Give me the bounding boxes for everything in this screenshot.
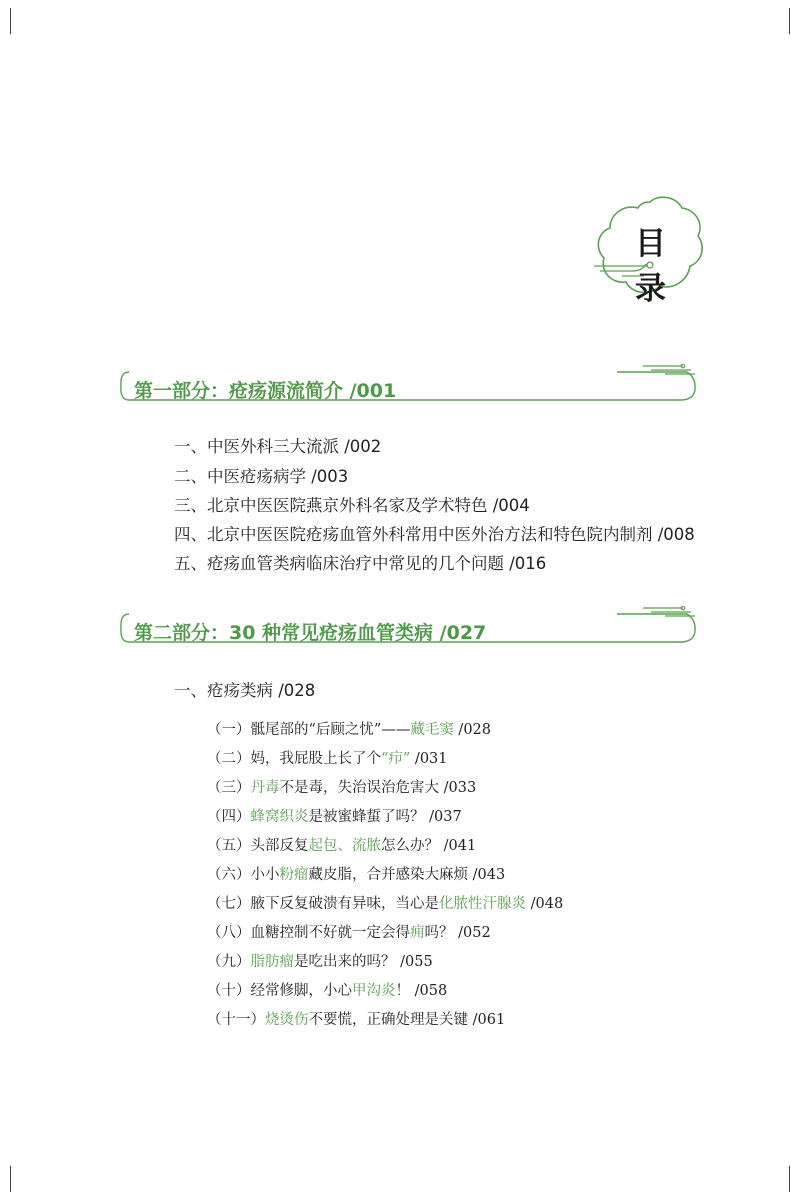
entry-text: 小小 xyxy=(250,867,280,883)
entry-page: 吗？ /052 xyxy=(424,925,491,941)
entry-number: （十一） xyxy=(207,1012,265,1028)
entry-page: 是被蜜蜂蜇了吗？ /037 xyxy=(308,809,462,825)
entry-highlight: 烧烫伤 xyxy=(265,1012,309,1028)
toc-entry[interactable] xyxy=(207,834,476,855)
entry-highlight: “疖” xyxy=(381,751,411,767)
entry-text: 腋下反复破溃有异味，当心是 xyxy=(250,896,439,912)
entry-page: 不是毒，失治误治危害大 /033 xyxy=(279,780,477,796)
entry-number: （八） xyxy=(207,925,251,941)
entry-page: /031 xyxy=(410,751,448,767)
entry-highlight: 起包、流脓 xyxy=(308,838,381,854)
toc-entry[interactable] xyxy=(207,921,491,942)
entry-text: 骶尾部的“后顾之忧”—— xyxy=(250,722,411,738)
section-1-title: 第一部分：疮疡源流简介 /001 xyxy=(134,380,397,402)
toc-item[interactable]: 一、中医外科三大流派 /002 xyxy=(174,437,382,456)
entry-number: （六） xyxy=(207,867,251,883)
section-1-banner xyxy=(117,364,700,408)
section-2-title: 第二部分：30 种常见疮疡血管类病 /027 xyxy=(134,622,487,644)
entry-highlight: 甲沟炎 xyxy=(352,983,396,999)
entry-page: 不要慌，正确处理是关键 /061 xyxy=(308,1012,506,1028)
entry-text: 经常修脚，小心 xyxy=(250,983,352,999)
entry-number: （一） xyxy=(207,722,251,738)
crop-mark-bottom-right xyxy=(789,1166,790,1192)
entry-highlight: 丹毒 xyxy=(250,780,280,796)
toc-entry[interactable] xyxy=(207,1008,505,1029)
entry-number: （九） xyxy=(207,954,251,970)
entry-highlight: 化脓性汗腺炎 xyxy=(439,896,526,912)
crop-mark-top-left xyxy=(10,8,11,34)
toc-item[interactable]: 三、北京中医医院燕京外科名家及学术特色 /004 xyxy=(174,496,530,515)
entry-highlight: 蜂窝织炎 xyxy=(250,809,309,825)
toc-entry[interactable] xyxy=(207,979,447,1000)
entry-page: /028 xyxy=(453,722,491,738)
entry-page: /048 xyxy=(526,896,564,912)
entry-number: （四） xyxy=(207,809,251,825)
entry-number: （七） xyxy=(207,896,251,912)
toc-entry[interactable] xyxy=(207,747,448,768)
entry-page: 怎么办？ /041 xyxy=(381,838,477,854)
toc-entry[interactable] xyxy=(207,863,505,884)
entry-highlight: 藏毛窦 xyxy=(410,722,454,738)
crop-mark-top-right xyxy=(789,8,790,34)
entry-page: 是吃出来的吗？ /055 xyxy=(294,954,433,970)
toc-entry[interactable] xyxy=(207,718,491,739)
entry-text: 血糖控制不好就一定会得 xyxy=(250,925,410,941)
toc-item[interactable]: 二、中医疮疡病学 /003 xyxy=(174,467,349,486)
entry-highlight: 痈 xyxy=(410,925,425,941)
entry-page: 藏皮脂，合并感染大麻烦 /043 xyxy=(308,867,506,883)
crop-mark-bottom-left xyxy=(10,1166,11,1192)
entry-text: 头部反复 xyxy=(250,838,309,854)
entry-number: （十） xyxy=(207,983,251,999)
entry-text: 妈，我屁股上长了个 xyxy=(250,751,381,767)
toc-entry[interactable] xyxy=(207,950,433,971)
toc-entry[interactable] xyxy=(207,805,462,826)
entry-highlight: 脂肪瘤 xyxy=(250,954,294,970)
toc-item[interactable]: 五、疮疡血管类病临床治疗中常见的几个问题 /016 xyxy=(174,554,547,573)
entry-page: ！ /058 xyxy=(395,983,448,999)
entry-number: （二） xyxy=(207,751,251,767)
toc-title: 目录 xyxy=(635,226,667,307)
section-2-banner xyxy=(117,606,700,650)
toc-entry[interactable] xyxy=(207,776,476,797)
toc-entry[interactable] xyxy=(207,892,563,913)
entry-highlight: 粉瘤 xyxy=(279,867,309,883)
entry-number: （五） xyxy=(207,838,251,854)
entry-number: （三） xyxy=(207,780,251,796)
toc-item[interactable]: 四、北京中医医院疮疡血管外科常用中医外治方法和特色院内制剂 /008 xyxy=(174,525,695,544)
toc-subsection[interactable]: 一、疮疡类病 /028 xyxy=(174,681,316,700)
